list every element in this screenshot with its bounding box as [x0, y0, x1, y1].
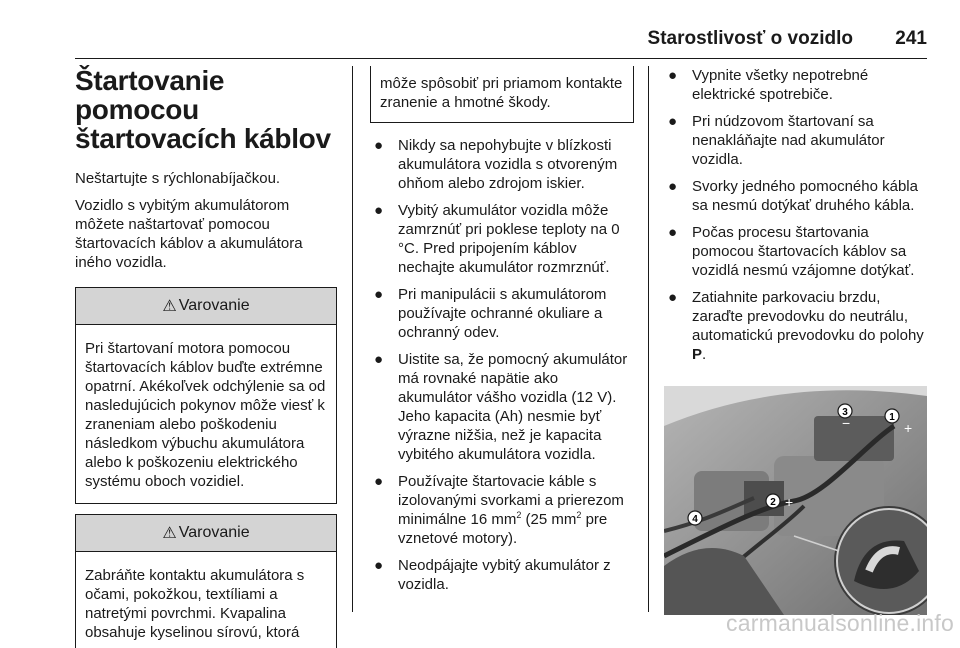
warning-icon: ⚠ [162, 525, 177, 542]
list-item: ● Vypnite všetky nepotrebné elektrické spotrebiče. [668, 67, 869, 103]
list-item: ● Používajte štartovacie káble s izolovanými svorkami a prierezom minimálne 16 $mm^2$ (25 $mm^2$ pre vznetové motory). [374, 473, 624, 547]
page-number: 241 [895, 28, 927, 49]
warning-title: Varovanie [178, 297, 250, 314]
warning-continuation: môže spôsobiť pri priamom kontakte zranenie a hmotné škody. [370, 66, 634, 123]
column-divider-1 [352, 66, 353, 612]
svg-text:2: 2 [770, 497, 776, 508]
list-item: ● Vybitý akumulátor vozidla môže zamrznúť pri poklese teploty na 0 °C. Pred pripojením káblov nechajte akumulátor rozmrznúť. [374, 202, 620, 276]
callout-4 [688, 511, 702, 525]
plus-sign: + [904, 420, 913, 436]
engine-bay-svg [664, 386, 927, 615]
page-header [75, 22, 927, 59]
warning-box-1 [75, 287, 337, 504]
warning-header [76, 515, 336, 552]
warning-text: Pri štartovaní motora pomocou štartovacích káblov buďte extrémne opatrní. Akékoľvek odchýlenie sa od nasledujúcich pokynov môže viesť k zraneniam alebo poškodeniu následkom výbuchu akumulátora alebo k poškozeniu elektrického systému oboch vozidiel. [85, 340, 326, 490]
warning-header [76, 288, 336, 325]
list-item: ● Pri manipulácii s akumulátorom používajte ochranné okuliare a ochranný odev. [374, 286, 607, 341]
list-item: ● Zatiahnite parkovaciu brzdu, zaraďte prevodovku do neutrálu, automatickú prevodovku do polohy P. [668, 289, 924, 363]
warning-box-2 [75, 514, 337, 648]
svg-text:4: 4 [692, 514, 698, 525]
list-item: ● Neodpájajte vybitý akumulátor z vozidla. [374, 557, 611, 593]
warning-icon: ⚠ [162, 298, 177, 315]
column-2 [370, 66, 634, 602]
plus-sign: + [785, 494, 794, 510]
precaution-list [370, 136, 634, 594]
callout-1 [885, 409, 899, 423]
svg-text:3: 3 [842, 407, 848, 418]
intro-paragraph-2: Vozidlo s vybitým akumulátorom môžete naštartovať pomocou štartovacích káblov a akumulátora iného vozidla. [75, 197, 303, 271]
minus-sign: − [842, 415, 851, 431]
procedure-list [664, 66, 929, 364]
list-item: ● Pri núdzovom štartovaní sa nenakláňajte nad akumulátor vozidla. [668, 113, 885, 168]
section-heading: Štartovanie pomocou štartovacích káblov [75, 65, 331, 154]
list-item: ● Uistite sa, že pomocný akumulátor má rovnaké napätie ako akumulátor vášho vozidla (12 V). Jeho kapacita (Ah) nesmie byť výrazne nižšia, než je kapacita vybitého akumulátora vozidla. [374, 351, 628, 463]
section-title: Starostlivosť o vozidlo [647, 28, 853, 49]
svg-text:1: 1 [889, 412, 895, 423]
list-item: ● Nikdy sa nepohybujte v blízkosti akumulátora vozidla s otvoreným ohňom alebo zdrojom iskier. [374, 137, 618, 192]
column-divider-2 [648, 66, 649, 612]
warning-text: Zabráňte kontaktu akumulátora s očami, pokožkou, textíliami a natretými povrchmi. Kvapalina obsahuje kyselinou sírovú, ktorá [85, 567, 305, 641]
warning-title: Varovanie [178, 524, 250, 541]
list-item: ● Počas procesu štartovania pomocou štartovacích káblov sa vozidlá nesmú vzájomne dotýkať. [668, 224, 915, 279]
engine-bay-illustration [664, 386, 927, 615]
column-1 [75, 66, 337, 648]
callout-2 [766, 494, 780, 508]
column-3 [664, 66, 929, 372]
intro-paragraph-1: Neštartujte s rýchlonabíjačkou. [75, 170, 281, 187]
list-item: ● Svorky jedného pomocného kábla sa nesmú dotýkať druhého kábla. [668, 178, 918, 214]
watermark: carmanualsonline.info [726, 610, 954, 636]
